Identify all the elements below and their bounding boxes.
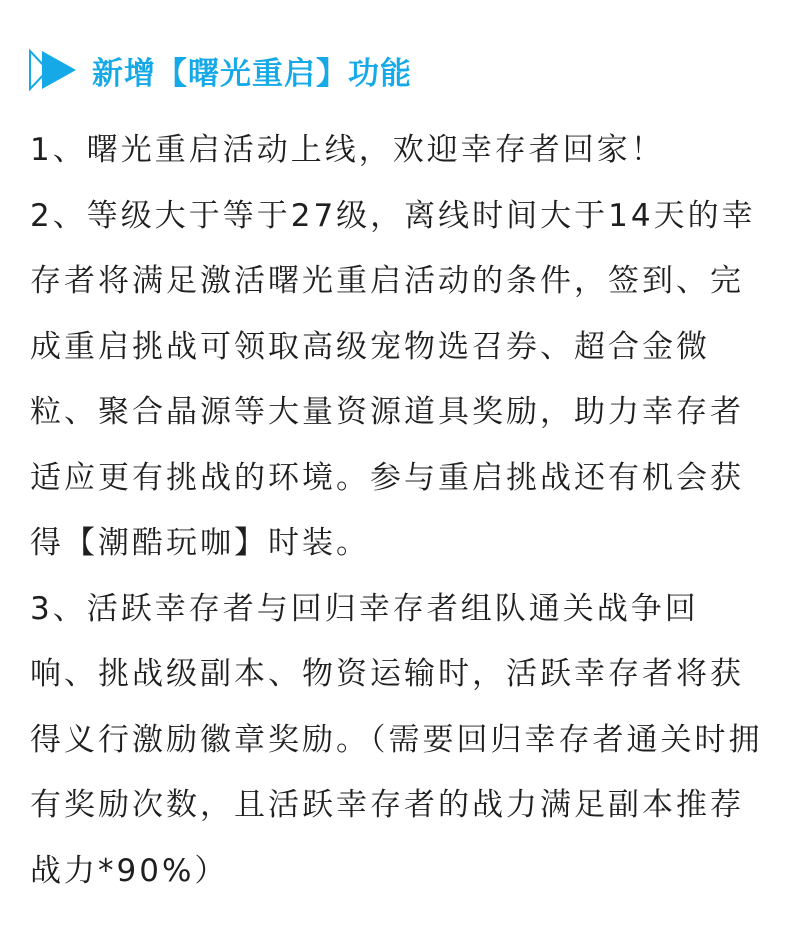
section-title: 新增【曙光重启】功能 <box>92 55 412 92</box>
article-body <box>30 118 765 904</box>
paragraph-3: 3、活跃幸存者与回归幸存者组队通关战争回响、挑战级副本、物资运输时，活跃幸存者将获得义行激励徽章奖励。（需要回归幸存者通关时拥有奖励次数，且活跃幸存者的战力满足副本推荐战力*90%） <box>30 590 763 889</box>
paragraph-1: 1、曙光重启活动上线，欢迎幸存者回家！ <box>30 132 665 168</box>
play-arrow-icon <box>28 47 80 93</box>
section-heading <box>28 44 412 96</box>
paragraph-2: 2、等级大于等于27级，离线时间大于14天的幸存者将满足激活曙光重启活动的条件，签到、完成重启挑战可领取高级宠物选召券、超合金微粒、聚合晶源等大量资源道具奖励，助力幸存者适应更有挑战的环境。参与重启挑战还有机会获得【潮酷玩咖】时装。 <box>30 197 756 561</box>
